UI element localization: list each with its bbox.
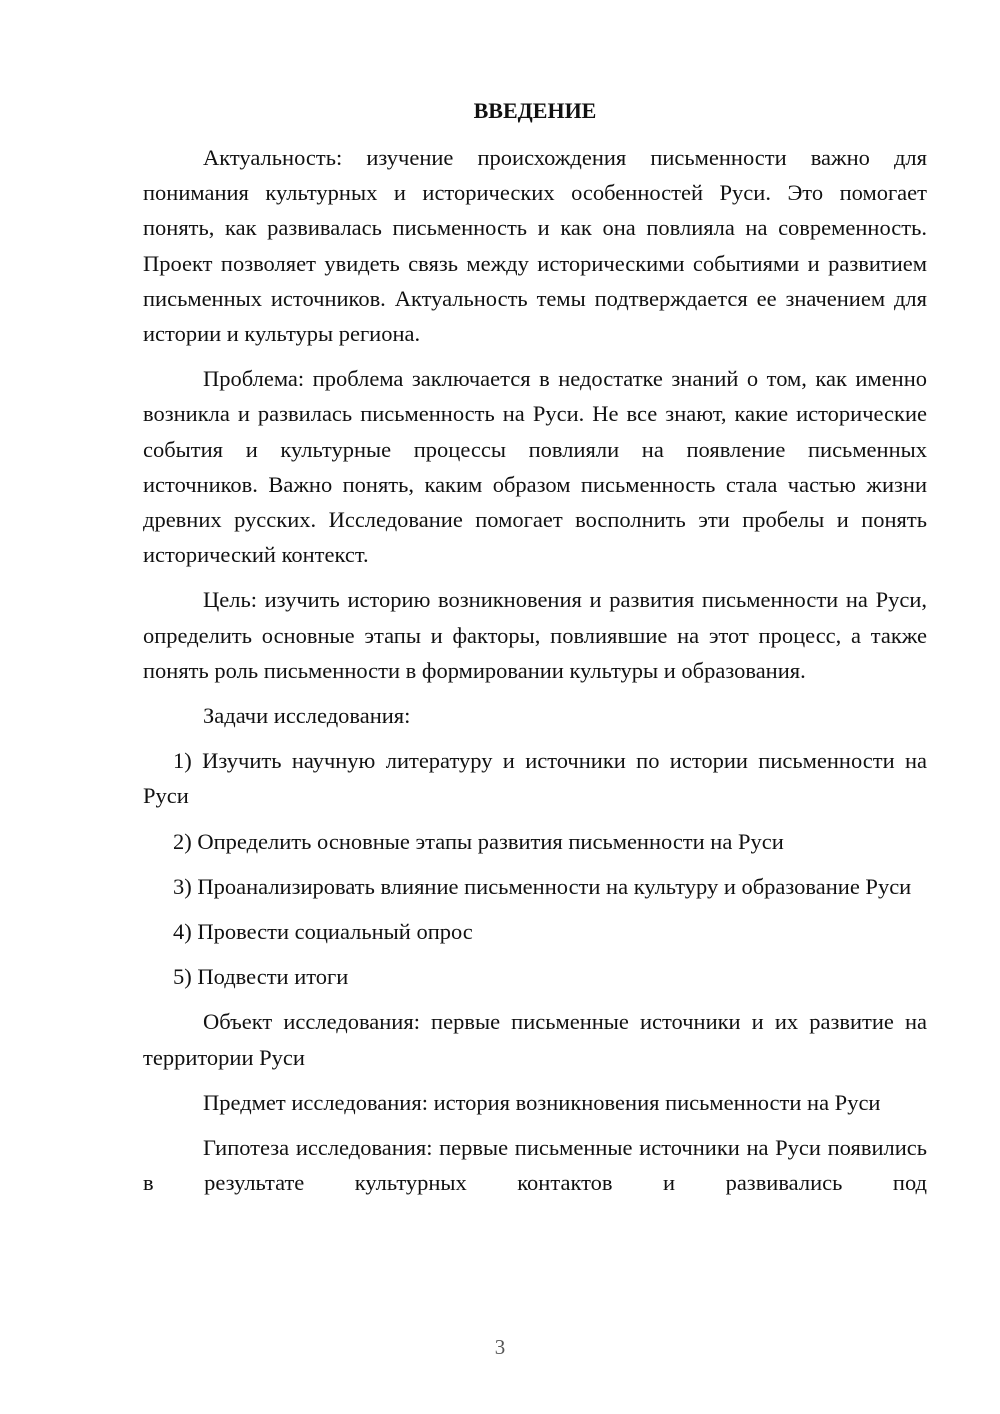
task-item-3: 3) Проанализировать влияние письменности на культуру и образование Руси: [173, 873, 912, 899]
relevance-paragraph: Актуальность: изучение происхождения письменности важно для понимания культурных и исторических особенностей Руси. Это помогает понять, как развивалась письменность и как она повлияла на современность. Проект позволяет увидеть связь между историческими событиями и развитием письменных источников. Актуальность темы подтверждается ее значением для истории и культуры региона.: [143, 145, 927, 347]
object-paragraph: Объект исследования: первые письменные источники и их развитие на территории Руси: [143, 1009, 927, 1070]
page-number: 3: [494, 1335, 506, 1359]
task-item-2: 2) Определить основные этапы развития письменности на Руси: [173, 828, 784, 854]
task-item-1: 1) Изучить научную литературу и источники по истории письменности на Руси: [143, 748, 927, 809]
hypothesis-paragraph: Гипотеза исследования: первые письменные источники на Руси появились в результате культурных контактов и развивались под: [143, 1135, 927, 1196]
subject-paragraph: Предмет исследования: история возникновения письменности на Руси: [203, 1089, 881, 1115]
tasks-title: Задачи исследования:: [203, 703, 411, 729]
section-heading: ВВЕДЕНИЕ: [473, 98, 597, 123]
problem-paragraph: Проблема: проблема заключается в недостатке знаний о том, как именно возникла и развилась письменность на Руси. Не все знают, какие исторические события и культурные процессы повлияли на появление письменных источников. Важно понять, каким образом письменность стала частью жизни древних русских. Исследование помогает восполнить эти пробелы и понять исторический контекст.: [143, 366, 927, 568]
page-content: [143, 98, 927, 1210]
task-item-5: 5) Подвести итоги: [173, 964, 349, 990]
goal-paragraph: Цель: изучить историю возникновения и развития письменности на Руси, определить основные этапы и факторы, повлиявшие на этот процесс, а также понять роль письменности в формировании культуры и образования.: [143, 587, 927, 683]
task-item-4: 4) Провести социальный опрос: [173, 919, 473, 945]
